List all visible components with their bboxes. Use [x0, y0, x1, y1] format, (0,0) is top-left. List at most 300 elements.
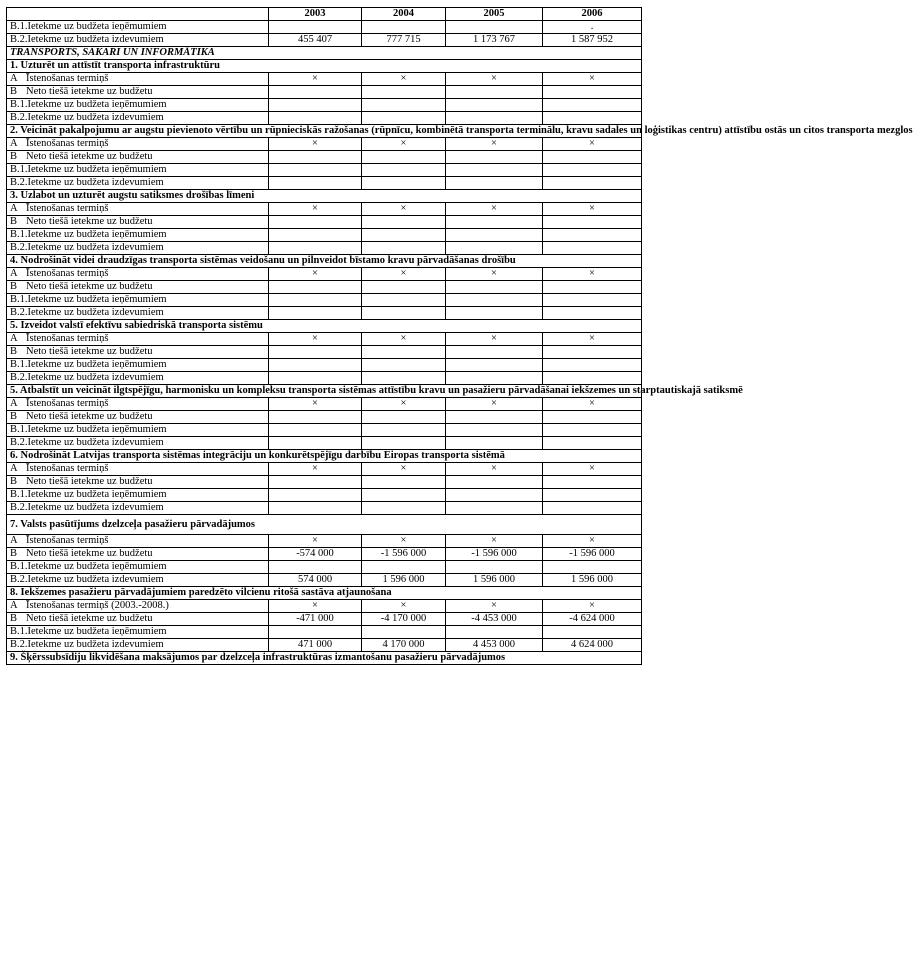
group-heading-row — [7, 587, 642, 600]
row-neto-ietekme — [7, 281, 642, 294]
value-cell: 1 596 000 — [446, 574, 543, 587]
header-corner-cell — [7, 8, 269, 21]
row-code: B — [10, 151, 18, 162]
mark-cell: × — [362, 73, 446, 86]
row-code: A — [10, 268, 18, 279]
row-istenosanas-termins — [7, 535, 642, 548]
empty-cell — [269, 216, 362, 229]
empty-cell — [362, 151, 446, 164]
row-label-text: Īstenošanas termiņš — [26, 268, 109, 279]
row-ienemumi — [7, 99, 642, 112]
row-label — [7, 242, 269, 255]
row-label — [7, 229, 269, 242]
mark-cell: × — [269, 268, 362, 281]
value-cell: -1 596 000 — [446, 548, 543, 561]
mark-cell: × — [362, 268, 446, 281]
empty-cell — [543, 626, 642, 639]
value-cell: -471 000 — [269, 613, 362, 626]
row-label — [7, 398, 269, 411]
row-izdevumi — [7, 112, 642, 125]
row-label-text: Neto tiešā ietekme uz budžetu — [26, 613, 153, 624]
empty-cell — [446, 476, 543, 489]
empty-cell — [269, 307, 362, 320]
empty-cell — [543, 411, 642, 424]
empty-cell — [362, 307, 446, 320]
row-label-text: Īstenošanas termiņš (2003.-2008.) — [26, 600, 169, 611]
empty-cell — [269, 281, 362, 294]
empty-cell — [269, 151, 362, 164]
row-istenosanas-termins — [7, 138, 642, 151]
row-izdevumi — [7, 372, 642, 385]
value-cell: -574 000 — [269, 548, 362, 561]
empty-cell — [543, 489, 642, 502]
row-label — [7, 359, 269, 372]
row-label — [7, 502, 269, 515]
empty-cell — [269, 372, 362, 385]
empty-cell — [269, 229, 362, 242]
row-label-text: B.2.Ietekme uz budžeta izdevumiem — [10, 574, 164, 585]
row-neto-ietekme — [7, 613, 642, 626]
empty-cell — [446, 177, 543, 190]
row-label-text: B.2.Ietekme uz budžeta izdevumiem — [10, 502, 164, 513]
row-label — [7, 372, 269, 385]
empty-cell — [446, 502, 543, 515]
row-istenosanas-termins — [7, 398, 642, 411]
row-label-text: B.1.Ietekme uz budžeta ieņēmumiem — [10, 164, 167, 175]
empty-cell — [269, 294, 362, 307]
mark-cell: × — [446, 203, 543, 216]
row-label-text: B.2.Ietekme uz budžeta izdevumiem — [10, 242, 164, 253]
value-cell — [269, 21, 362, 34]
mark-cell: × — [543, 398, 642, 411]
mark-cell: × — [362, 333, 446, 346]
mark-cell: × — [543, 138, 642, 151]
empty-cell — [362, 346, 446, 359]
row-label-text: B.1.Ietekme uz budžeta ieņēmumiem — [10, 229, 167, 240]
row-label — [7, 138, 269, 151]
value-cell: 471 000 — [269, 639, 362, 652]
row-code: B — [10, 216, 18, 227]
row-izdevumi — [7, 307, 642, 320]
value-cell: -4 624 000 — [543, 613, 642, 626]
value-cell — [446, 21, 543, 34]
mark-cell: × — [446, 333, 543, 346]
group-title: 8. Iekšzemes pasažieru pārvadājumiem paredzēto vilcienu ritošā sastāva atjaunošana — [7, 587, 642, 600]
empty-cell — [269, 177, 362, 190]
row-istenosanas-termins — [7, 268, 642, 281]
group-heading-row — [7, 255, 642, 268]
row-label-text: B.1.Ietekme uz budžeta ieņēmumiem — [10, 294, 167, 305]
row-izdevumi — [7, 639, 642, 652]
row-label — [7, 548, 269, 561]
row-ienemumi — [7, 424, 642, 437]
empty-cell — [362, 437, 446, 450]
mark-cell: × — [269, 535, 362, 548]
empty-cell — [269, 561, 362, 574]
empty-cell — [446, 112, 543, 125]
empty-cell — [362, 86, 446, 99]
empty-cell — [543, 99, 642, 112]
group-heading-row — [7, 190, 642, 203]
row-neto-ietekme — [7, 476, 642, 489]
row-code: A — [10, 138, 18, 149]
row-neto-ietekme — [7, 86, 642, 99]
row-label — [7, 437, 269, 450]
row-ienemumi — [7, 229, 642, 242]
value-cell: 1 596 000 — [362, 574, 446, 587]
empty-cell — [362, 112, 446, 125]
empty-cell — [543, 216, 642, 229]
value-cell: 4 170 000 — [362, 639, 446, 652]
empty-cell — [446, 626, 543, 639]
row-label — [7, 112, 269, 125]
mark-cell: × — [269, 333, 362, 346]
row-ienemumi — [7, 359, 642, 372]
row-label — [7, 346, 269, 359]
mark-cell: × — [269, 463, 362, 476]
empty-cell — [543, 164, 642, 177]
row-istenosanas-termins — [7, 600, 642, 613]
mark-cell: × — [446, 600, 543, 613]
row-label-text: B.2.Ietekme uz budžeta izdevumiem — [10, 372, 164, 383]
group-heading-row — [7, 125, 642, 138]
row-label-text: Īstenošanas termiņš — [26, 73, 109, 84]
empty-cell — [446, 424, 543, 437]
row-label-text: B.2.Ietekme uz budžeta izdevumiem — [10, 639, 164, 650]
empty-cell — [543, 424, 642, 437]
value-cell — [362, 21, 446, 34]
mark-cell: × — [269, 398, 362, 411]
row-label-text: Neto tiešā ietekme uz budžetu — [26, 281, 153, 292]
empty-cell — [269, 411, 362, 424]
empty-cell — [543, 359, 642, 372]
row-label-text: B.1.Ietekme uz budžeta ieņēmumiem — [10, 99, 167, 110]
row-label — [7, 164, 269, 177]
year-2004: 2004 — [362, 8, 446, 21]
row-istenosanas-termins — [7, 463, 642, 476]
row-izdevumi — [7, 177, 642, 190]
value-cell: 1 587 952 — [543, 34, 642, 47]
value-cell: 1 173 767 — [446, 34, 543, 47]
row-izdevumi — [7, 502, 642, 515]
row-label-text: B.2.Ietekme uz budžeta izdevumiem — [10, 177, 164, 188]
row-label — [7, 424, 269, 437]
row-ienemumi — [7, 626, 642, 639]
empty-cell — [269, 359, 362, 372]
row-neto-ietekme — [7, 216, 642, 229]
group-title: 2. Veicināt pakalpojumu ar augstu pievienoto vērtību un rūpnieciskās ražošanas (rūpnīcu, kombinētā transporta terminālu, kravu sadales un loģistikas centru) attīstību ostās un citos transporta mezglos — [7, 125, 642, 138]
empty-cell — [543, 502, 642, 515]
empty-cell — [446, 242, 543, 255]
mark-cell: × — [446, 73, 543, 86]
value-cell: -1 596 000 — [362, 548, 446, 561]
row-code: A — [10, 333, 18, 344]
empty-cell — [543, 372, 642, 385]
row-izdevumi — [7, 574, 642, 587]
row-label — [7, 476, 269, 489]
empty-cell — [362, 99, 446, 112]
row-ienemumi — [7, 294, 642, 307]
row-label: B.1.Ietekme uz budžeta ieņēmumiem — [7, 21, 269, 34]
row-label — [7, 613, 269, 626]
empty-cell — [543, 242, 642, 255]
mark-cell: × — [543, 73, 642, 86]
value-cell: 4 624 000 — [543, 639, 642, 652]
group-heading-row — [7, 60, 642, 73]
row-label-text: B.1.Ietekme uz budžeta ieņēmumiem — [10, 561, 167, 572]
row-label-text: Īstenošanas termiņš — [26, 398, 109, 409]
row-label-text: Neto tiešā ietekme uz budžetu — [26, 548, 153, 559]
budget-impact-table — [6, 7, 913, 665]
mark-cell: × — [362, 398, 446, 411]
empty-cell — [446, 151, 543, 164]
mark-cell: × — [269, 600, 362, 613]
mark-cell: × — [446, 535, 543, 548]
mark-cell: × — [543, 268, 642, 281]
row-label-text: B.2.Ietekme uz budžeta izdevumiem — [10, 307, 164, 318]
empty-cell — [362, 359, 446, 372]
value-cell: 574 000 — [269, 574, 362, 587]
empty-cell — [446, 281, 543, 294]
value-cell: . — [543, 21, 642, 34]
empty-cell — [446, 307, 543, 320]
row-label — [7, 86, 269, 99]
empty-cell — [446, 164, 543, 177]
year-2005: 2005 — [446, 8, 543, 21]
value-cell: 4 453 000 — [446, 639, 543, 652]
row-label-text: B.1.Ietekme uz budžeta ieņēmumiem — [10, 626, 167, 637]
row-label — [7, 535, 269, 548]
mark-cell: × — [543, 203, 642, 216]
group-heading-row — [7, 385, 642, 398]
empty-cell — [362, 626, 446, 639]
empty-cell — [269, 164, 362, 177]
empty-cell — [446, 216, 543, 229]
empty-cell — [269, 476, 362, 489]
group-heading-row — [7, 320, 642, 333]
row-label — [7, 281, 269, 294]
row-label-text: B.1.Ietekme uz budžeta ieņēmumiem — [10, 489, 167, 500]
row-istenosanas-termins — [7, 73, 642, 86]
empty-cell — [446, 294, 543, 307]
group-title: 5. Atbalstīt un veicināt ilgtspējīgu, harmonisku un kompleksu transporta sistēmas attīstību kravu un pasažieru pārvadāšanai iekšzemes un starptautiskajā satiksmē — [7, 385, 642, 398]
row-code: B — [10, 548, 18, 559]
mark-cell: × — [362, 535, 446, 548]
empty-cell — [362, 502, 446, 515]
row-code: A — [10, 463, 18, 474]
empty-cell — [362, 411, 446, 424]
row-label-text: B.1.Ietekme uz budžeta ieņēmumiem — [10, 359, 167, 370]
empty-cell — [269, 86, 362, 99]
row-code: B — [10, 86, 18, 97]
row-ienemumi — [7, 561, 642, 574]
mark-cell: × — [446, 398, 543, 411]
empty-cell — [543, 561, 642, 574]
group-title: 9. Šķērssubsīdiju likvidēšana maksājumos par dzelzceļa infrastruktūras izmantošanu pasažieru pārvadājumos — [7, 652, 642, 665]
empty-cell — [446, 489, 543, 502]
empty-cell — [446, 99, 543, 112]
row-neto-ietekme — [7, 346, 642, 359]
empty-cell — [543, 281, 642, 294]
empty-cell — [362, 424, 446, 437]
row-ienemumi — [7, 489, 642, 502]
row-label — [7, 574, 269, 587]
row-code: B — [10, 281, 18, 292]
row-label — [7, 294, 269, 307]
mark-cell: × — [446, 138, 543, 151]
empty-cell — [543, 177, 642, 190]
value-cell: 777 715 — [362, 34, 446, 47]
empty-cell — [362, 294, 446, 307]
year-2006: 2006 — [543, 8, 642, 21]
group-heading-row — [7, 450, 642, 463]
row-label — [7, 463, 269, 476]
empty-cell — [362, 281, 446, 294]
row-label — [7, 99, 269, 112]
mark-cell: × — [362, 203, 446, 216]
row-label-text: Īstenošanas termiņš — [26, 333, 109, 344]
empty-cell — [446, 229, 543, 242]
empty-cell — [446, 561, 543, 574]
row-label-text: Neto tiešā ietekme uz budžetu — [26, 476, 153, 487]
row-ienemumi — [7, 164, 642, 177]
value-cell: 455 407 — [269, 34, 362, 47]
row-label — [7, 600, 269, 613]
row-label-text: Neto tiešā ietekme uz budžetu — [26, 346, 153, 357]
empty-cell — [543, 86, 642, 99]
empty-cell — [446, 346, 543, 359]
empty-cell — [543, 476, 642, 489]
empty-cell — [543, 346, 642, 359]
mark-cell: × — [362, 600, 446, 613]
empty-cell — [446, 437, 543, 450]
mark-cell: × — [269, 73, 362, 86]
section-title: TRANSPORTS, SAKARI UN INFORMĀTIKA — [7, 47, 642, 60]
row-label — [7, 561, 269, 574]
empty-cell — [362, 177, 446, 190]
row-izdevumi — [7, 437, 642, 450]
empty-cell — [543, 294, 642, 307]
row-label-text: Īstenošanas termiņš — [26, 138, 109, 149]
row-code: A — [10, 398, 18, 409]
row-label-text: Īstenošanas termiņš — [26, 463, 109, 474]
row-label — [7, 177, 269, 190]
mark-cell: × — [543, 535, 642, 548]
row-label: B.2.Ietekme uz budžeta izdevumiem — [7, 34, 269, 47]
row-label-text: Neto tiešā ietekme uz budžetu — [26, 86, 153, 97]
section-title-row — [7, 47, 642, 60]
row-label-text: B.1.Ietekme uz budžeta ieņēmumiem — [10, 424, 167, 435]
empty-cell — [543, 151, 642, 164]
row-label — [7, 151, 269, 164]
empty-cell — [269, 99, 362, 112]
row-label — [7, 626, 269, 639]
row-label — [7, 307, 269, 320]
row-label — [7, 411, 269, 424]
group-title: 1. Uzturēt un attīstīt transporta infrastruktūru — [7, 60, 642, 73]
row-izdevumi — [7, 242, 642, 255]
row-istenosanas-termins — [7, 333, 642, 346]
group-title: 5. Izveidot valstī efektīvu sabiedriskā transporta sistēmu — [7, 320, 642, 333]
row-label — [7, 268, 269, 281]
empty-cell — [543, 229, 642, 242]
row-label-text: Neto tiešā ietekme uz budžetu — [26, 411, 153, 422]
row-neto-ietekme — [7, 411, 642, 424]
row-label — [7, 203, 269, 216]
empty-cell — [269, 626, 362, 639]
row-label — [7, 333, 269, 346]
row-label-text: Īstenošanas termiņš — [26, 203, 109, 214]
empty-cell — [543, 112, 642, 125]
row-neto-ietekme — [7, 151, 642, 164]
row-label-text: Īstenošanas termiņš — [26, 535, 109, 546]
row-code: B — [10, 613, 18, 624]
group-title: 7. Valsts pasūtījums dzelzceļa pasažieru pārvadājumos — [7, 515, 642, 535]
empty-cell — [362, 229, 446, 242]
group-heading-row — [7, 652, 642, 665]
row-label-text: B.2.Ietekme uz budžeta izdevumiem — [10, 437, 164, 448]
mark-cell: × — [543, 333, 642, 346]
mark-cell: × — [362, 463, 446, 476]
empty-cell — [269, 346, 362, 359]
row-label-text: B.2.Ietekme uz budžeta izdevumiem — [10, 112, 164, 123]
empty-cell — [543, 307, 642, 320]
mark-cell: × — [269, 203, 362, 216]
empty-cell — [362, 372, 446, 385]
row-code: A — [10, 203, 18, 214]
group-title: 4. Nodrošināt videi draudzīgas transporta sistēmas veidošanu un pilnveidot bīstamo kravu pārvadāšanas drošību — [7, 255, 642, 268]
empty-cell — [269, 112, 362, 125]
mark-cell: × — [269, 138, 362, 151]
mark-cell: × — [543, 600, 642, 613]
row-label — [7, 73, 269, 86]
row-code: B — [10, 346, 18, 357]
mark-cell: × — [446, 268, 543, 281]
row-code: B — [10, 476, 18, 487]
empty-cell — [269, 242, 362, 255]
value-cell: -1 596 000 — [543, 548, 642, 561]
mark-cell: × — [446, 463, 543, 476]
table-row — [7, 34, 642, 47]
mark-cell: × — [362, 138, 446, 151]
row-label-text: Neto tiešā ietekme uz budžetu — [26, 151, 153, 162]
table-row — [7, 21, 642, 34]
empty-cell — [269, 489, 362, 502]
row-label — [7, 639, 269, 652]
row-code: A — [10, 535, 18, 546]
mark-cell: × — [543, 463, 642, 476]
empty-cell — [446, 359, 543, 372]
measure-groups — [7, 60, 913, 665]
row-label — [7, 216, 269, 229]
empty-cell — [362, 476, 446, 489]
empty-cell — [362, 216, 446, 229]
year-header-row — [7, 8, 642, 21]
group-title: 3. Uzlabot un uzturēt augstu satiksmes drošības līmeni — [7, 190, 642, 203]
empty-cell — [269, 437, 362, 450]
empty-cell — [362, 242, 446, 255]
row-code: B — [10, 411, 18, 422]
value-cell: -4 453 000 — [446, 613, 543, 626]
empty-cell — [446, 86, 543, 99]
group-heading-row — [7, 515, 642, 535]
empty-cell — [543, 437, 642, 450]
row-code: A — [10, 73, 18, 84]
empty-cell — [269, 424, 362, 437]
year-2003: 2003 — [269, 8, 362, 21]
value-cell: 1 596 000 — [543, 574, 642, 587]
empty-cell — [269, 502, 362, 515]
